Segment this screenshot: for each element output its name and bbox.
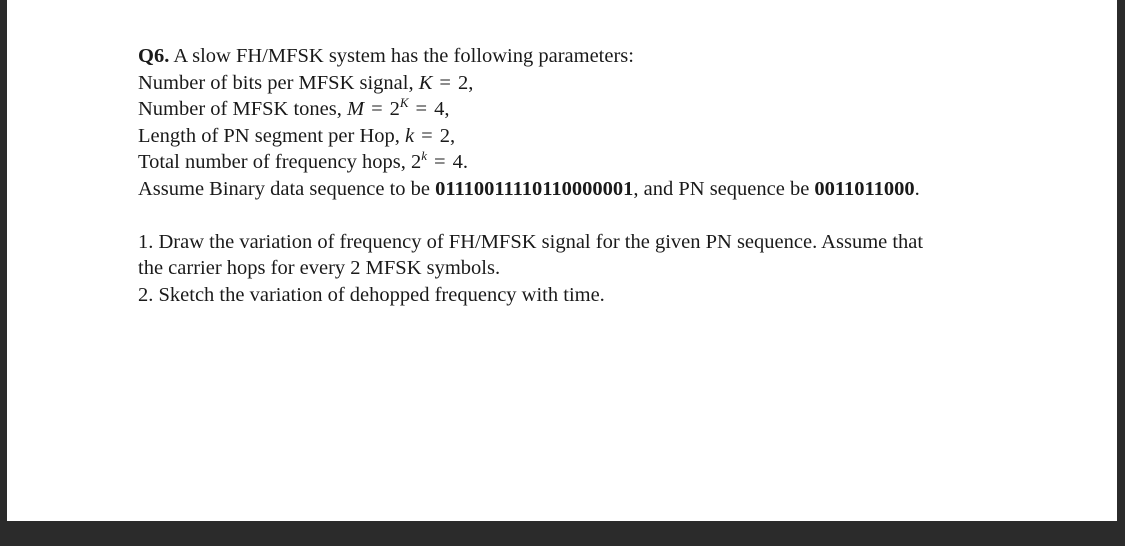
param-hops-label: Total number of frequency hops,: [138, 151, 411, 173]
question-number: Q6.: [138, 45, 170, 67]
param-pn-var: k: [405, 124, 415, 147]
question-block: [138, 43, 1058, 308]
param-hops-value: 4.: [452, 151, 468, 173]
equals-sign: =: [439, 71, 451, 94]
equals-sign: =: [434, 151, 446, 173]
param-pn-value: 2,: [439, 124, 456, 147]
param-tones-value: 4,: [434, 98, 450, 120]
question-heading: [138, 43, 1058, 70]
question-intro: A slow FH/MFSK system has the following parameters:: [169, 45, 634, 67]
task-2: 2. Sketch the variation of dehopped frequency with time.: [138, 283, 605, 306]
assumption-suffix: .: [914, 177, 920, 200]
task-1-line-2: the carrier hops for every 2 MFSK symbols.: [138, 257, 501, 279]
assumption-prefix: Assume Binary data sequence to be: [138, 177, 436, 200]
param-tones-exponent: K: [399, 95, 409, 110]
param-tones: [138, 96, 1058, 123]
paragraph-gap: [138, 202, 1058, 229]
param-hops-base: 2: [410, 151, 422, 173]
param-bits-var: K: [418, 71, 433, 94]
param-pn-length: [138, 123, 1058, 150]
equals-sign: =: [421, 124, 433, 147]
task-1-line-1: 1. Draw the variation of frequency of FH/MFSK signal for the given PN sequence. Assume that: [138, 230, 924, 253]
param-pn-label: Length of PN segment per Hop,: [138, 124, 406, 147]
param-bits-value: 2,: [457, 71, 474, 94]
pn-sequence: 0011011000: [814, 177, 915, 200]
equals-sign: =: [415, 98, 428, 120]
param-bits: [138, 70, 1058, 97]
assumption-line: [138, 176, 1058, 203]
equals-sign: =: [371, 98, 383, 120]
param-bits-label: Number of bits per MFSK signal,: [138, 71, 419, 94]
param-tones-base: 2: [389, 98, 400, 120]
param-hops-exponent: k: [421, 148, 427, 163]
param-tones-var: M: [346, 98, 365, 120]
document-page: [7, 0, 1117, 521]
assumption-mid: , and PN sequence be: [633, 177, 815, 200]
data-sequence: 01110011110110000001: [435, 177, 634, 200]
param-tones-label: Number of MFSK tones,: [138, 98, 347, 120]
param-hops: [138, 149, 1058, 176]
